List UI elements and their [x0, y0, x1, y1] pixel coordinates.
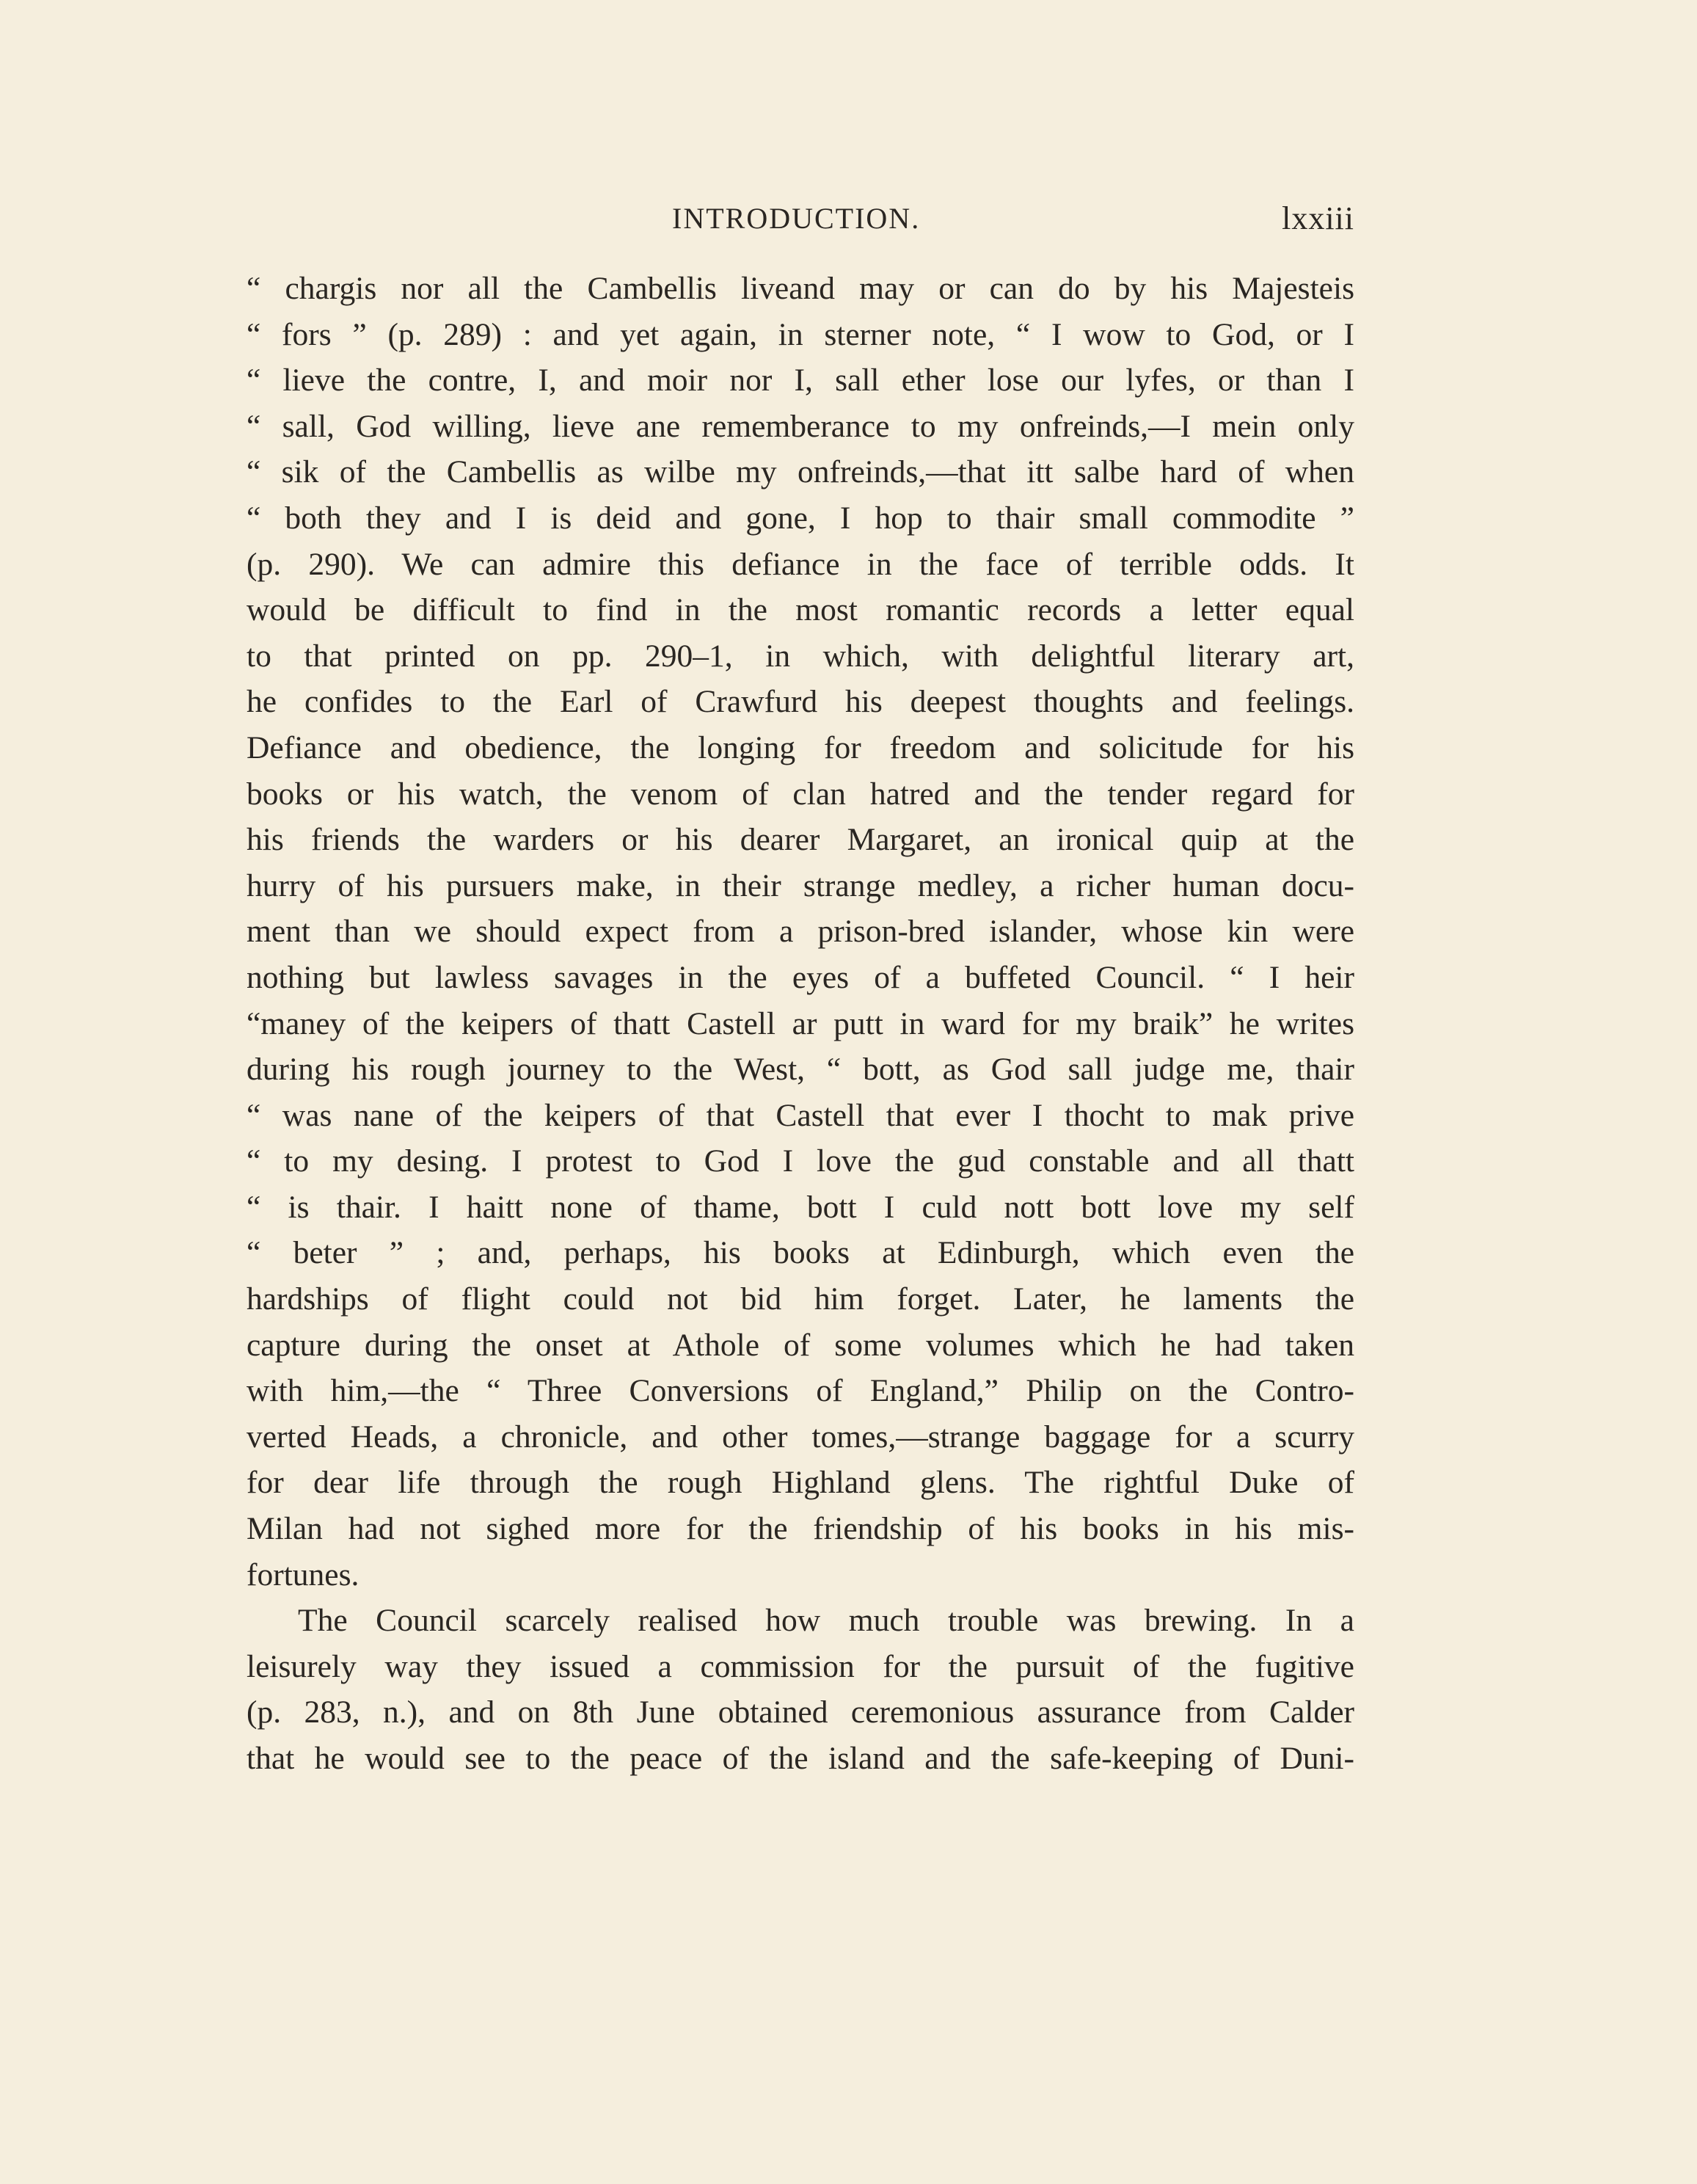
text-line: (p. 283, n.), and on 8th June obtained ceremonious assurance from Calder — [247, 1695, 1354, 1730]
text-line: “ chargis nor all the Cambellis liveand may or can do by his Majesteis — [247, 271, 1354, 306]
text-line: verted Heads, a chronicle, and other tomes,—strange baggage for a scurry — [247, 1419, 1354, 1455]
text-line: “ is thair. I haitt none of thame, bott I culd nott bott love my self — [247, 1189, 1354, 1225]
page-header — [247, 197, 1354, 241]
text-line: he confides to the Earl of Crawfurd his deepest thoughts and feelings. — [247, 684, 1354, 720]
text-line: The Council scarcely realised how much trouble was brewing. In a — [298, 1603, 1354, 1639]
text-line: “ to my desing. I protest to God I love the gud constable and all thatt — [247, 1143, 1354, 1179]
text-line: “ beter ” ; and, perhaps, his books at Edinburgh, which even the — [247, 1235, 1354, 1271]
text-line: with him,—the “ Three Conversions of England,” Philip on the Contro- — [247, 1373, 1354, 1409]
text-line: “ both they and I is deid and gone, I hop to thair small commodite ” — [247, 500, 1354, 536]
text-line: to that printed on pp. 290–1, in which, with delightful literary art, — [247, 638, 1354, 674]
text-line: “ lieve the contre, I, and moir nor I, sall ether lose our lyfes, or than I — [247, 363, 1354, 398]
text-line: for dear life through the rough Highland glens. The rightful Duke of — [247, 1465, 1354, 1501]
text-line: ment than we should expect from a prison-bred islander, whose kin were — [247, 914, 1354, 950]
text-line: books or his watch, the venom of clan hatred and the tender regard for — [247, 776, 1354, 812]
text-line: fortunes. — [247, 1557, 360, 1592]
page-number: lxxiii — [1282, 200, 1354, 236]
text-line: that he would see to the peace of the island and the safe-keeping of Duni- — [247, 1741, 1354, 1776]
text-line: capture during the onset at Athole of some volumes which he had taken — [247, 1327, 1354, 1363]
text-line: nothing but lawless savages in the eyes of a buffeted Council. “ I heir — [247, 959, 1354, 995]
body-text — [247, 266, 1354, 1782]
text-line: during his rough journey to the West, “ bott, as God sall judge me, thair — [247, 1052, 1354, 1088]
text-line: would be difficult to find in the most romantic records a letter equal — [247, 592, 1354, 628]
text-line: leisurely way they issued a commission for the pursuit of the fugitive — [247, 1648, 1354, 1684]
text-line: his friends the warders or his dearer Margaret, an ironical quip at the — [247, 822, 1354, 858]
text-line: hardships of flight could not bid him forget. Later, he laments the — [247, 1281, 1354, 1317]
text-line: “maney of the keipers of thatt Castell ar putt in ward for my braik” he writes — [247, 1005, 1354, 1041]
text-line: “ sall, God willing, lieve ane rememberance to my onfreinds,—I mein only — [247, 408, 1354, 444]
text-line: “ was nane of the keipers of that Castell that ever I thocht to mak prive — [247, 1097, 1354, 1133]
text-line: “ sik of the Cambellis as wilbe my onfreinds,—that itt salbe hard of when — [247, 454, 1354, 490]
running-title: INTRODUCTION. — [672, 202, 921, 235]
text-line: Milan had not sighed more for the friendship of his books in his mis- — [247, 1511, 1354, 1547]
text-line: “ fors ” (p. 289) : and yet again, in sterner note, “ I wow to God, or I — [247, 316, 1354, 352]
text-line: (p. 290). We can admire this defiance in the face of terrible odds. It — [247, 546, 1354, 582]
text-line: Defiance and obedience, the longing for freedom and solicitude for his — [247, 729, 1354, 765]
text-line: hurry of his pursuers make, in their strange medley, a richer human docu- — [247, 867, 1354, 903]
